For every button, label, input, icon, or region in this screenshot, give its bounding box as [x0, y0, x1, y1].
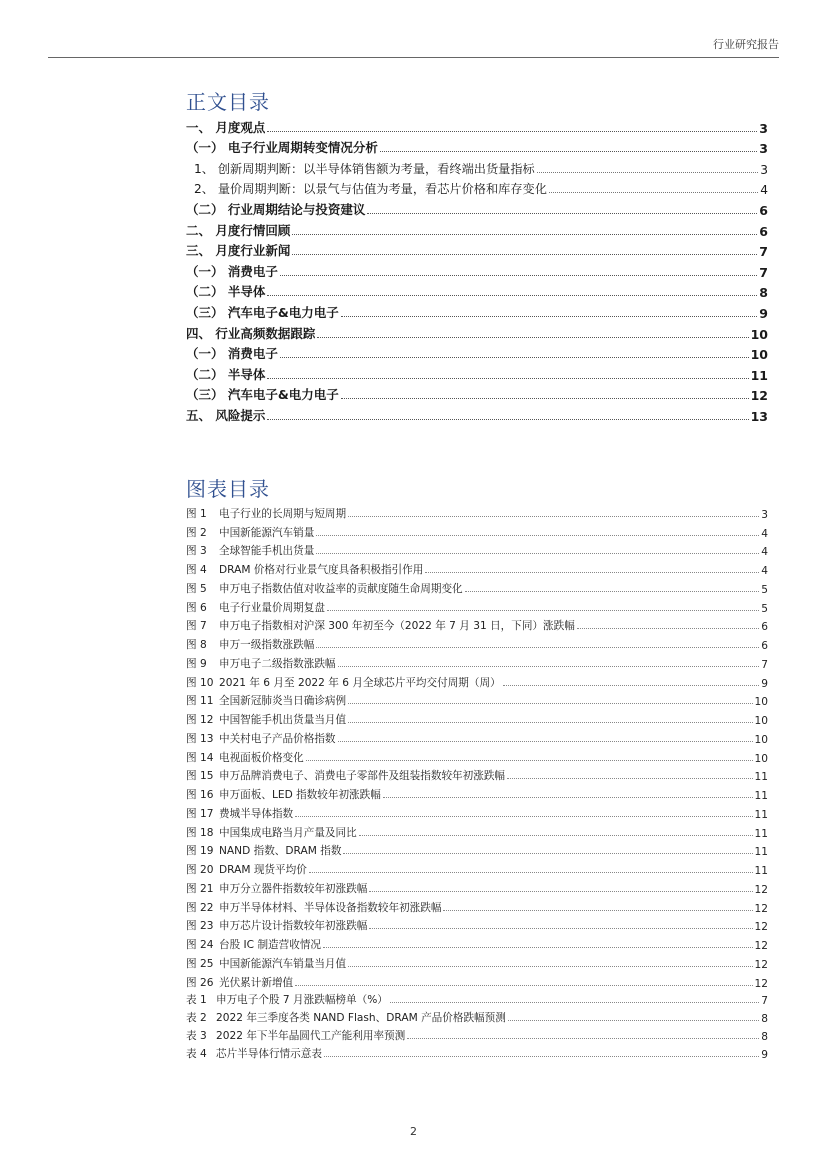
toc-entry-title: DRAM 价格对行业景气度具备积极指引作用: [219, 564, 424, 576]
dot-leader: [348, 966, 752, 967]
toc-entry[interactable]: [186, 858, 768, 877]
toc-entry-page: 10: [754, 715, 768, 727]
toc-entry[interactable]: [186, 383, 768, 404]
toc-entry[interactable]: [186, 727, 768, 746]
toc-entry-page: 4: [761, 546, 768, 559]
toc-entry[interactable]: [186, 177, 768, 198]
toc-entry-label: [186, 992, 388, 1007]
dot-leader: [324, 1056, 759, 1057]
toc-entry-title: 申万电子指数相对沪深 300 年初至今（2022 年 7 月 31 日，下同）涨跌幅: [219, 620, 575, 633]
toc-entry-page: 10: [754, 733, 768, 746]
dot-leader: [425, 572, 759, 573]
dot-leader: [280, 275, 757, 276]
toc-entry-title: 2022 年下半年晶圆代工产能利用率预测: [216, 1030, 406, 1042]
toc-entry-number: 表 1: [186, 994, 207, 1006]
toc-entry[interactable]: [186, 1025, 768, 1043]
toc-entry-label: [186, 975, 293, 990]
toc-entry-label: [186, 1010, 506, 1025]
main-toc: [186, 115, 768, 424]
toc-entry[interactable]: [186, 558, 768, 577]
toc-entry-page: 10: [754, 696, 768, 709]
toc-entry-label: [186, 543, 314, 558]
dot-leader: [341, 316, 758, 317]
dot-leader: [338, 741, 753, 742]
toc-entry-title: 费城半导体指数: [219, 807, 294, 820]
toc-entry-title: 2021 年 6 月至 2022 年 6 月全球芯片平均交付周期（周）: [219, 676, 501, 689]
toc-entry[interactable]: [186, 952, 768, 971]
toc-entry-label: （三） 汽车电子&电力电子: [186, 304, 339, 320]
toc-entry-number: 图 18: [186, 826, 214, 839]
toc-entry-title: 申万品牌消费电子、消费电子零部件及组装指数较年初涨跌幅: [219, 770, 506, 783]
dot-leader: [327, 610, 759, 611]
toc-entry-number: 图 25: [186, 957, 214, 970]
toc-entry-label: （二） 行业周期结论与投资建议: [186, 201, 366, 217]
toc-entry-number: 图 19: [186, 845, 214, 858]
toc-entry-number: 图 2: [186, 526, 207, 539]
toc-entry-page: 7: [761, 658, 768, 671]
toc-entry-title: 2022 年三季度各类 NAND Flash、DRAM 产品价格跌幅预测: [216, 1012, 506, 1024]
toc-entry[interactable]: [186, 342, 768, 363]
toc-entry-label: [186, 900, 441, 915]
toc-entry-number: 图 16: [186, 789, 214, 801]
dot-leader: [292, 254, 757, 255]
toc-entry[interactable]: [186, 1043, 768, 1061]
toc-entry-title: 芯片半导体行情示意表: [216, 1048, 322, 1060]
dot-leader: [390, 1002, 759, 1003]
toc-entry-label: 二、 月度行情回顾: [186, 222, 291, 238]
toc-entry-page: 11: [750, 367, 768, 383]
dot-leader: [369, 891, 752, 892]
dot-leader: [267, 378, 748, 379]
toc-entry-page: 6: [759, 223, 768, 239]
toc-entry[interactable]: [186, 915, 768, 934]
dot-leader: [316, 553, 759, 554]
toc-entry-title: 申万电子二级指数涨跌幅: [219, 657, 336, 670]
toc-entry-number: 图 9: [186, 657, 207, 670]
dot-leader: [380, 151, 757, 152]
toc-entry-page: 12: [754, 958, 768, 971]
toc-entry-title: 申万电子指数估值对收益率的贡献度随生命周期变化: [219, 582, 463, 595]
toc-entry[interactable]: [186, 218, 768, 239]
dot-leader: [295, 816, 752, 817]
toc-entry-page: 12: [754, 977, 768, 990]
dot-leader: [508, 1020, 759, 1021]
dot-leader: [348, 722, 752, 723]
toc-entry-page: 11: [754, 846, 768, 859]
toc-entry-label: [186, 862, 307, 877]
toc-entry-label: [186, 525, 314, 540]
toc-entry-label: [186, 750, 304, 765]
toc-entry[interactable]: [186, 933, 768, 952]
toc-entry[interactable]: [186, 502, 768, 521]
toc-entry-page: 9: [759, 305, 768, 321]
dot-leader: [267, 295, 757, 296]
toc-entry[interactable]: [186, 300, 768, 321]
toc-entry-label: 四、 行业高频数据跟踪: [186, 325, 316, 341]
toc-entry[interactable]: [186, 197, 768, 218]
toc-entry[interactable]: [186, 156, 768, 177]
toc-entry-title: 电子行业的长周期与短周期: [219, 507, 347, 520]
toc-entry-number: 图 3: [186, 545, 207, 558]
toc-entry-label: [186, 675, 501, 690]
toc-entry-label: [186, 825, 357, 840]
toc-entry-page: 6: [761, 640, 768, 652]
toc-entry-title: 全国新冠肺炎当日确诊病例: [219, 695, 347, 708]
toc-entry-title: NAND 指数、DRAM 指数: [219, 845, 342, 858]
dot-leader: [323, 947, 753, 948]
header-divider: [48, 57, 779, 58]
dot-leader: [443, 910, 752, 911]
toc-entry[interactable]: [186, 690, 768, 709]
toc-entry-page: 10: [750, 326, 768, 342]
toc-entry-title: 全球智能手机出货量: [219, 545, 315, 558]
toc-entry-label: （二） 半导体: [186, 366, 266, 382]
dot-leader: [367, 213, 757, 214]
toc-entry[interactable]: [186, 633, 768, 652]
dot-leader: [537, 172, 759, 173]
toc-entry-title: DRAM 现货平均价: [219, 864, 307, 876]
toc-entry-label: [186, 918, 367, 933]
toc-entry-number: 图 23: [186, 920, 214, 933]
toc-entry-page: 11: [754, 865, 768, 877]
toc-entry-title: 申万半导体材料、半导体设备指数较年初涨跌幅: [219, 901, 442, 914]
toc-entry-page: 3: [761, 508, 768, 521]
toc-entry-number: 图 26: [186, 976, 214, 989]
toc-entry[interactable]: [186, 362, 768, 383]
toc-entry-label: 三、 月度行业新闻: [186, 243, 291, 259]
toc-entry-title: 台股 IC 制造营收情况: [219, 939, 322, 951]
toc-entry-label: （一） 电子行业周期转变情况分析: [186, 140, 378, 156]
dot-leader: [465, 591, 760, 592]
toc-entry[interactable]: [186, 783, 768, 802]
toc-entry[interactable]: [186, 971, 768, 990]
toc-entry[interactable]: [186, 877, 768, 896]
toc-entry-page: 8: [761, 1013, 768, 1025]
toc-entry-title: 中国新能源汽车销量当月值: [219, 957, 347, 970]
toc-entry-label: （一） 消费电子: [186, 263, 278, 279]
toc-entry-page: 3: [759, 120, 768, 136]
toc-entry-label: [186, 787, 381, 802]
toc-entry[interactable]: [186, 840, 768, 859]
toc-entry-label: [186, 656, 336, 671]
toc-entry-title: 中国新能源汽车销量: [219, 526, 315, 539]
toc-entry-label: [186, 806, 293, 821]
dot-leader: [338, 666, 760, 667]
dot-leader: [316, 535, 759, 536]
toc-entry-title: 申万电子个股 7 月涨跌幅榜单（%）: [216, 994, 388, 1006]
toc-entry-number: 表 3: [186, 1030, 207, 1042]
dot-leader: [295, 985, 752, 986]
toc-entry-number: 图 5: [186, 582, 207, 595]
toc-entry-page: 6: [761, 621, 768, 634]
toc-entry-label: [186, 581, 463, 596]
toc-entry-number: 图 1: [186, 507, 207, 520]
toc-entry-page: 6: [759, 202, 768, 218]
toc-entry-label: [186, 731, 336, 746]
toc-entry[interactable]: [186, 652, 768, 671]
toc-entry-label: （二） 半导体: [186, 284, 266, 300]
toc-entry-page: 12: [754, 940, 768, 952]
toc-entry-page: 11: [754, 827, 768, 840]
dot-leader: [577, 628, 759, 629]
toc-entry-number: 图 15: [186, 770, 214, 783]
toc-entry-title: 申万面板、LED 指数较年初涨跌幅: [219, 789, 381, 801]
toc-entry-number: 图 10: [186, 676, 214, 689]
toc-entry-number: 图 17: [186, 807, 214, 820]
toc-entry-page: 3: [760, 162, 768, 177]
toc-entry-page: 7: [759, 244, 768, 260]
toc-entry-page: 11: [754, 808, 768, 821]
toc-entry-page: 11: [754, 771, 768, 784]
dot-leader: [317, 337, 748, 338]
toc-entry-page: 12: [754, 921, 768, 934]
toc-entry-number: 表 2: [186, 1012, 207, 1024]
toc-entry[interactable]: [186, 239, 768, 260]
toc-entry-number: 图 20: [186, 864, 214, 876]
toc-entry-label: [186, 693, 346, 708]
toc-entry-label: [186, 1028, 405, 1043]
dot-leader: [267, 419, 748, 420]
toc-entry-number: 图 6: [186, 601, 207, 614]
toc-entry-page: 11: [754, 790, 768, 802]
toc-entry[interactable]: [186, 596, 768, 615]
dot-leader: [267, 131, 757, 132]
toc-entry[interactable]: [186, 765, 768, 784]
toc-entry[interactable]: [186, 115, 768, 136]
toc-entry-page: 8: [759, 285, 768, 301]
toc-entry-number: 图 22: [186, 901, 214, 914]
toc-entry-page: 8: [761, 1031, 768, 1043]
main-toc-title: 正文目录: [186, 90, 270, 114]
toc-entry-page: 12: [750, 388, 768, 404]
toc-entry[interactable]: [186, 989, 768, 1007]
toc-entry-title: 电视面板价格变化: [219, 751, 304, 764]
toc-entry[interactable]: [186, 708, 768, 727]
toc-entry-number: 图 7: [186, 620, 207, 633]
toc-entry-title: 申万芯片设计指数较年初涨跌幅: [219, 920, 368, 933]
toc-entry[interactable]: [186, 896, 768, 915]
dot-leader: [343, 853, 752, 854]
page-number: 2: [410, 1125, 417, 1138]
toc-entry[interactable]: [186, 1007, 768, 1025]
toc-entry[interactable]: [186, 746, 768, 765]
toc-entry-number: 图 12: [186, 714, 214, 726]
toc-entry-label: [186, 712, 346, 727]
toc-entry-number: 图 24: [186, 939, 214, 951]
dot-leader: [549, 192, 758, 193]
toc-entry[interactable]: [186, 577, 768, 596]
toc-entry-title: 电子行业量价周期复盘: [219, 601, 325, 614]
dot-leader: [341, 398, 749, 399]
toc-entry-page: 4: [760, 183, 768, 198]
toc-entry-label: 2、 量价周期判断：以景气与估值为考量，看芯片价格和库存变化: [194, 182, 547, 197]
toc-entry-number: 图 4: [186, 564, 207, 576]
toc-entry-page: 12: [754, 902, 768, 915]
figure-toc: [186, 502, 768, 990]
toc-entry-label: [186, 937, 321, 952]
dot-leader: [309, 872, 753, 873]
toc-entry[interactable]: [186, 403, 768, 424]
dot-leader: [348, 703, 752, 704]
toc-entry-page: 3: [759, 141, 768, 157]
toc-entry-label: [186, 562, 423, 577]
toc-entry-title: 中国集成电路当月产量及同比: [219, 826, 357, 839]
toc-entry-title: 光伏累计新增值: [219, 976, 294, 989]
toc-entry-label: 五、 风险提示: [186, 407, 266, 423]
toc-entry[interactable]: [186, 136, 768, 157]
toc-entry-label: [186, 843, 341, 858]
toc-entry[interactable]: [186, 280, 768, 301]
dot-leader: [292, 234, 757, 235]
dot-leader: [383, 797, 753, 798]
toc-entry-label: [186, 618, 575, 633]
toc-entry-page: 5: [761, 583, 768, 596]
toc-entry-page: 9: [761, 1049, 768, 1061]
dot-leader: [359, 835, 753, 836]
toc-entry[interactable]: [186, 259, 768, 280]
toc-entry-page: 7: [759, 264, 768, 280]
toc-entry-label: [186, 768, 505, 783]
dot-leader: [407, 1038, 759, 1039]
toc-entry-page: 13: [750, 408, 768, 424]
toc-entry-label: 1、 创新周期判断：以半导体销售额为考量，看终端出货量指标: [194, 161, 535, 176]
toc-entry-number: 图 13: [186, 732, 214, 745]
toc-entry-title: 申万一级指数涨跌幅: [219, 639, 315, 651]
toc-entry-title: 中国智能手机出货量当月值: [219, 714, 347, 726]
dot-leader: [507, 778, 752, 779]
toc-entry-title: 中关村电子产品价格指数: [219, 732, 336, 745]
dot-leader: [306, 760, 753, 761]
toc-entry-label: [186, 506, 346, 521]
toc-entry-label: （一） 消费电子: [186, 346, 278, 362]
dot-leader: [503, 685, 760, 686]
dot-leader: [316, 647, 759, 648]
toc-entry-number: 图 8: [186, 639, 207, 651]
toc-entry[interactable]: [186, 802, 768, 821]
toc-entry[interactable]: [186, 821, 768, 840]
table-toc: [186, 989, 768, 1061]
toc-entry[interactable]: [186, 521, 768, 540]
figure-toc-title: 图表目录: [186, 477, 270, 501]
toc-entry-page: 4: [761, 565, 768, 577]
toc-entry-page: 5: [761, 602, 768, 615]
toc-entry-label: [186, 1046, 322, 1061]
toc-entry[interactable]: [186, 615, 768, 634]
dot-leader: [348, 516, 759, 517]
toc-entry[interactable]: [186, 671, 768, 690]
toc-entry-title: 申万分立器件指数较年初涨跌幅: [219, 882, 368, 895]
report-type-header: 行业研究报告: [713, 38, 779, 51]
toc-entry-number: 图 21: [186, 882, 214, 895]
dot-leader: [280, 357, 749, 358]
toc-entry-page: 10: [750, 347, 768, 363]
toc-entry[interactable]: [186, 321, 768, 342]
toc-entry-label: （三） 汽车电子&电力电子: [186, 387, 339, 403]
toc-entry-page: 9: [761, 677, 768, 690]
toc-entry-label: [186, 637, 314, 652]
toc-entry-page: 4: [761, 527, 768, 540]
toc-entry-label: [186, 600, 325, 615]
toc-entry-page: 7: [761, 995, 768, 1007]
toc-entry-page: 10: [754, 752, 768, 765]
toc-entry-number: 图 14: [186, 751, 214, 764]
toc-entry-label: [186, 956, 346, 971]
toc-entry[interactable]: [186, 540, 768, 559]
toc-entry-page: 12: [754, 883, 768, 896]
dot-leader: [369, 928, 752, 929]
toc-entry-number: 表 4: [186, 1048, 207, 1060]
toc-entry-number: 图 11: [186, 695, 214, 708]
toc-entry-label: 一、 月度观点: [186, 119, 266, 135]
toc-entry-label: [186, 881, 367, 896]
